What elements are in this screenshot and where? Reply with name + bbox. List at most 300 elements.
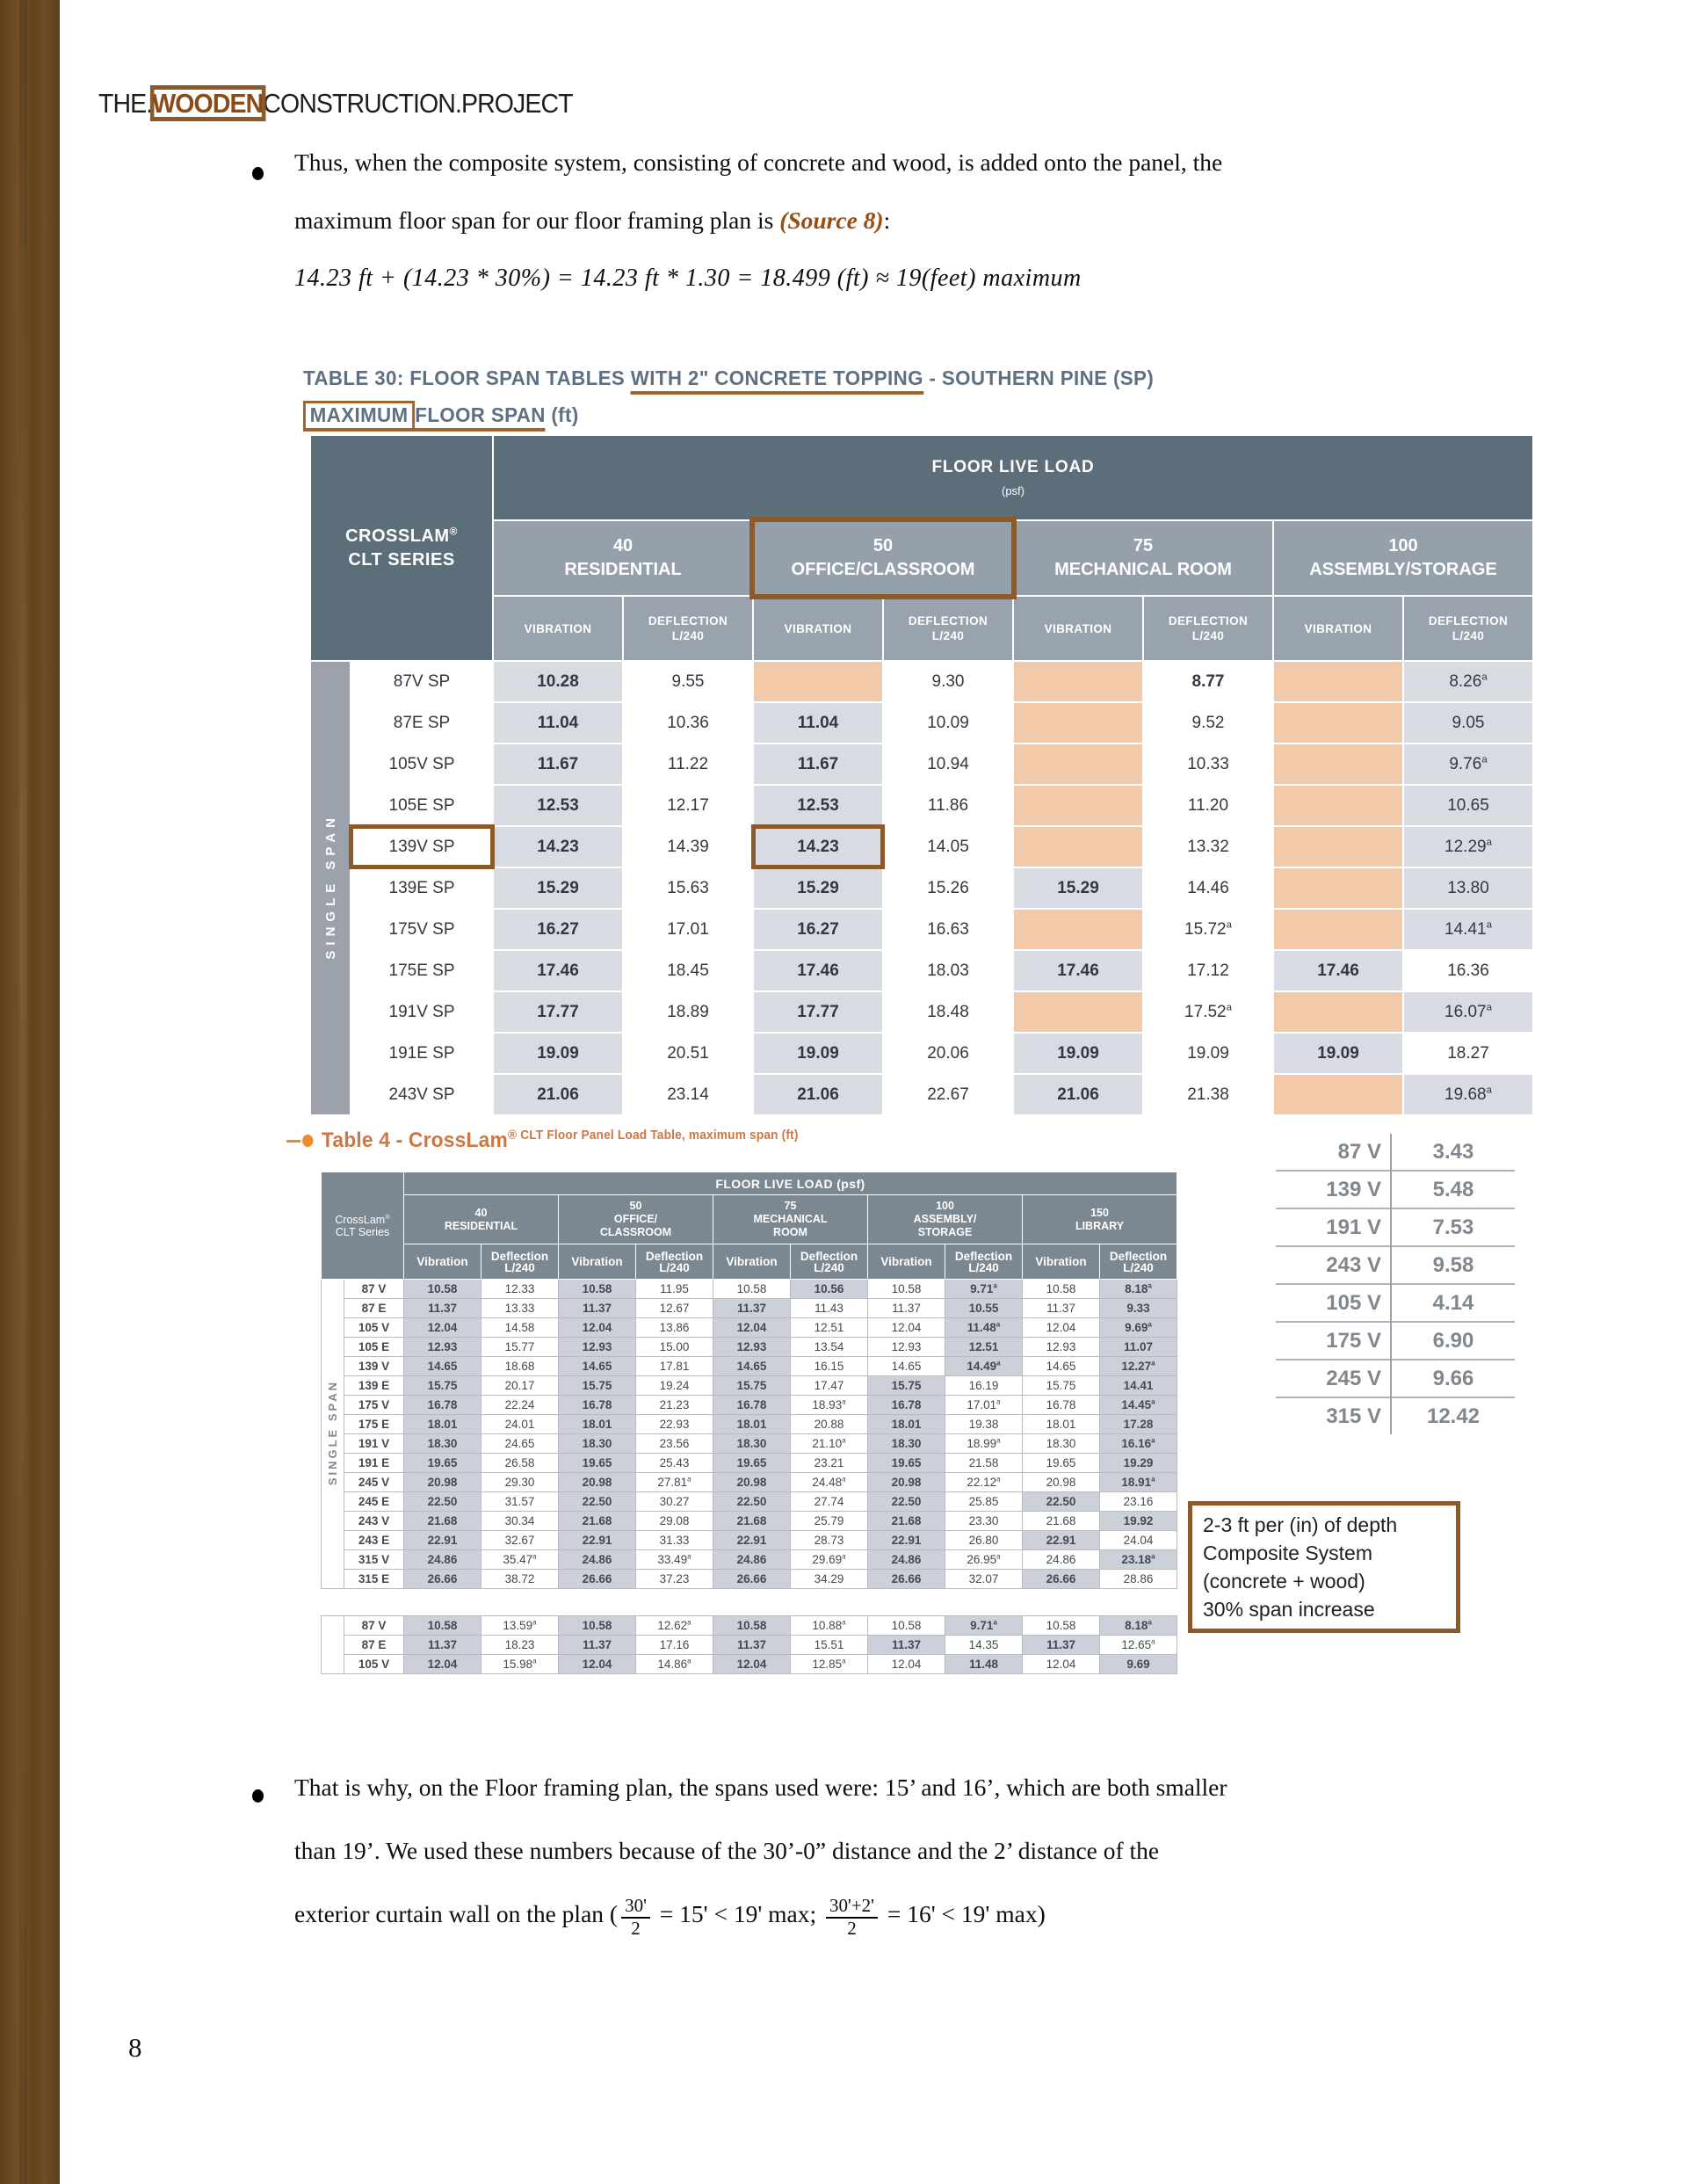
vibration-cell: 26.66 (1023, 1570, 1100, 1589)
vibration-cell: 10.58 (1023, 1616, 1100, 1636)
data-cell: 19.09 (494, 1034, 622, 1073)
deflection-cell: 12.51 (945, 1338, 1023, 1357)
data-cell: 9.52 (1144, 703, 1272, 743)
vibration-cell: 11.37 (559, 1299, 636, 1318)
vibration-header: Vibration (868, 1244, 945, 1280)
deflection-cell: 21.23 (636, 1396, 713, 1415)
vibration-cell: 22.91 (1023, 1531, 1100, 1550)
deflection-cell: 28.86 (1100, 1570, 1177, 1589)
vibration-cell: 18.01 (713, 1415, 791, 1434)
vibration-cell: 24.86 (404, 1550, 481, 1570)
vibration-header: Vibration (713, 1244, 791, 1280)
deflection-cell: 32.67 (481, 1531, 559, 1550)
floor-live-load-unit: (psf) (1002, 484, 1025, 497)
deflection-header-line: DEFLECTION (1168, 614, 1249, 628)
deflection-cell: 13.33 (481, 1299, 559, 1318)
series-label: 139 V (1276, 1171, 1391, 1208)
load-group-header (713, 1195, 868, 1244)
fraction (826, 1896, 878, 1939)
load-value: 75 (1133, 536, 1154, 555)
table-row (1276, 1397, 1515, 1434)
deflection-cell: 20.17 (481, 1376, 559, 1396)
deflection-cell: 10.55 (945, 1299, 1023, 1318)
floor-live-load-label: FLOOR LIVE LOAD (931, 458, 1095, 476)
empty-cell (1274, 992, 1402, 1032)
table-corner-header (322, 1172, 404, 1280)
data-cell: 11.22 (624, 744, 752, 784)
vibration-cell: 10.58 (404, 1280, 481, 1299)
vibration-cell: 10.58 (713, 1616, 791, 1636)
deflection-header-line: L/240 (1191, 629, 1225, 642)
vibration-cell: 15.75 (1023, 1376, 1100, 1396)
fraction-numerator: 30' (621, 1896, 650, 1919)
vibration-cell: 10.58 (1023, 1280, 1100, 1299)
data-cell: 14.05 (884, 827, 1012, 867)
data-cell: 19.68$^a$ (1404, 1075, 1532, 1114)
data-cell: 15.29 (754, 868, 882, 908)
source-citation: (Source 8) (779, 207, 884, 234)
deflection-cell: 11.48 (945, 1655, 1023, 1674)
vibration-cell: 19.65 (559, 1454, 636, 1473)
data-cell: 17.12 (1144, 951, 1272, 990)
data-cell: 10.33 (1144, 744, 1272, 784)
data-cell: 18.89 (624, 992, 752, 1032)
vibration-cell: 12.04 (1023, 1318, 1100, 1338)
table-row (1276, 1246, 1515, 1284)
deflection-cell: 15.00 (636, 1338, 713, 1357)
load-group-line: 100 (936, 1200, 954, 1212)
paragraph-line (294, 1883, 1227, 1946)
vibration-header: VIBRATION (1014, 597, 1142, 660)
load-group-line: OFFICE/ (613, 1213, 658, 1225)
vibration-cell: 21.68 (404, 1512, 481, 1531)
deflection-cell: 33.49$^a$ (636, 1550, 713, 1570)
vibration-cell: 19.65 (713, 1454, 791, 1473)
deflection-cell: 16.19 (945, 1376, 1023, 1396)
vibration-cell: 11.37 (559, 1636, 636, 1655)
text-segment: = 15' < 19' max; (653, 1900, 823, 1927)
vibration-cell: 12.04 (559, 1318, 636, 1338)
load-value: 50 (872, 536, 894, 555)
vibration-cell: 11.37 (1023, 1299, 1100, 1318)
deflection-cell: 32.07 (945, 1570, 1023, 1589)
empty-cell (754, 662, 882, 701)
data-cell: 10.09 (884, 703, 1012, 743)
depth-value: 3.43 (1432, 1139, 1474, 1164)
row-label: 245 V (344, 1473, 404, 1492)
vibration-cell: 18.01 (404, 1415, 481, 1434)
data-cell: 12.29$^a$ (1404, 827, 1532, 867)
vibration-cell: 11.37 (868, 1299, 945, 1318)
fraction-denominator: 2 (847, 1918, 857, 1939)
deflection-header (791, 1244, 868, 1280)
series-label: 105 V (1276, 1284, 1391, 1322)
data-cell: 17.46 (754, 951, 882, 990)
data-cell: 17.77 (494, 992, 622, 1032)
vibration-cell: 10.58 (559, 1280, 636, 1299)
deflection-header-line: Deflection (645, 1249, 704, 1263)
load-name: ASSEMBLY/STORAGE (1309, 560, 1497, 579)
deflection-header-line: Deflection (1109, 1249, 1168, 1263)
bullet-item-1 (294, 134, 1222, 308)
data-cell: 14.46 (1144, 868, 1272, 908)
bullet-item-2 (294, 1756, 1227, 1946)
depth-value: 4.14 (1432, 1290, 1474, 1315)
vibration-header: Vibration (1023, 1244, 1100, 1280)
vibration-cell: 18.30 (713, 1434, 791, 1454)
vibration-header: VIBRATION (754, 597, 882, 660)
data-cell: 14.39 (624, 827, 752, 867)
data-cell: 17.01 (624, 910, 752, 949)
deflection-header-line: L/240 (968, 1260, 999, 1274)
table-row (1276, 1134, 1515, 1171)
row-label: 175 V (344, 1396, 404, 1415)
row-label: 191 E (344, 1454, 404, 1473)
deflection-header-line: DEFLECTION (648, 614, 728, 628)
deflection-cell: 10.88$^a$ (791, 1616, 868, 1636)
vibration-cell: 11.37 (713, 1299, 791, 1318)
data-cell: 14.23 (754, 827, 882, 867)
callout-box (1188, 1501, 1460, 1633)
data-cell: 8.77 (1144, 662, 1272, 701)
vibration-cell: 24.86 (559, 1550, 636, 1570)
deflection-cell: 13.59$^a$ (481, 1616, 559, 1636)
deflection-cell: 12.51 (791, 1318, 868, 1338)
callout-line: 2-3 ft per (in) of depth (1203, 1513, 1398, 1536)
series-label: 315 V (1276, 1397, 1391, 1434)
row-label: 245 E (344, 1492, 404, 1512)
load-group-line: ROOM (773, 1226, 807, 1238)
deflection-cell: 9.71$^a$ (945, 1280, 1023, 1299)
deflection-cell: 18.99$^a$ (945, 1434, 1023, 1454)
deflection-cell: 26.58 (481, 1454, 559, 1473)
data-cell: 11.86 (884, 786, 1012, 825)
data-cell: 19.09 (1144, 1034, 1272, 1073)
load-value: 100 (1388, 536, 1418, 555)
page-number: 8 (128, 2032, 142, 2063)
data-cell: 8.26$^a$ (1404, 662, 1532, 701)
paragraph-line: than 19’. We used these numbers because of the 30’-0” distance and the 2’ distance of the (294, 1837, 1160, 1864)
single-span-text: SINGLE SPAN (322, 812, 338, 960)
data-cell: 13.80 (1404, 868, 1532, 908)
empty-cell (1014, 744, 1142, 784)
vibration-cell: 21.68 (713, 1512, 791, 1531)
deflection-cell: 25.85 (945, 1492, 1023, 1512)
underlined-phrase: WITH 2" CONCRETE TOPPING (631, 366, 923, 395)
clt-load-table-continued-container (321, 1615, 1177, 1674)
depth-value: 7.53 (1432, 1215, 1474, 1239)
bullet-dot (252, 167, 264, 180)
vibration-cell: 10.58 (559, 1616, 636, 1636)
vibration-cell: 11.37 (404, 1636, 481, 1655)
data-cell: 18.45 (624, 951, 752, 990)
data-cell: 10.94 (884, 744, 1012, 784)
orange-arrow-bullet-icon (286, 1134, 316, 1147)
data-cell: 9.76$^a$ (1404, 744, 1532, 784)
load-group-line: MECHANICAL (753, 1213, 828, 1225)
load-group-header (1274, 521, 1532, 595)
empty-cell (1274, 703, 1402, 743)
floor-live-load-header (494, 436, 1532, 519)
data-cell: 17.46 (494, 951, 622, 990)
data-cell: 16.36 (1404, 951, 1532, 990)
vibration-header: Vibration (559, 1244, 636, 1280)
deflection-cell: 35.47$^a$ (481, 1550, 559, 1570)
vibration-cell: 18.30 (559, 1434, 636, 1454)
vibration-cell: 14.65 (404, 1357, 481, 1376)
data-cell: 21.06 (494, 1075, 622, 1114)
vibration-cell: 18.30 (404, 1434, 481, 1454)
row-label: 105 V (344, 1318, 404, 1338)
deflection-cell: 21.58 (945, 1454, 1023, 1473)
text-segment: (ft) (545, 403, 579, 426)
data-cell: 14.41$^a$ (1404, 910, 1532, 949)
vibration-cell: 12.04 (559, 1655, 636, 1674)
vibration-cell: 12.93 (404, 1338, 481, 1357)
row-label: 191E SP (351, 1034, 492, 1073)
load-group-header (868, 1195, 1023, 1244)
load-group-line: 50 (629, 1200, 642, 1212)
data-cell: 19.09 (1274, 1034, 1402, 1073)
load-group-header (559, 1195, 713, 1244)
deflection-cell: 15.51 (791, 1636, 868, 1655)
deflection-cell: 15.77 (481, 1338, 559, 1357)
data-cell: 19.09 (1014, 1034, 1142, 1073)
vibration-cell: 21.68 (1023, 1512, 1100, 1531)
table4-title (286, 1128, 799, 1153)
deflection-cell: 18.23 (481, 1636, 559, 1655)
vibration-cell: 15.75 (713, 1376, 791, 1396)
vibration-cell: 24.86 (1023, 1550, 1100, 1570)
wood-texture-strip (0, 0, 60, 2184)
vibration-cell: 14.65 (868, 1357, 945, 1376)
table30-title-line2 (303, 399, 1154, 431)
series-label: 175 V (1276, 1322, 1391, 1360)
deflection-cell: 22.93 (636, 1415, 713, 1434)
deflection-cell: 20.88 (791, 1415, 868, 1434)
deflection-cell: 11.07 (1100, 1338, 1177, 1357)
deflection-cell: 30.34 (481, 1512, 559, 1531)
data-cell: 21.38 (1144, 1075, 1272, 1114)
deflection-cell: 15.98$^a$ (481, 1655, 559, 1674)
row-label: 139 V (344, 1357, 404, 1376)
deflection-cell: 14.58 (481, 1318, 559, 1338)
vibration-cell: 20.98 (713, 1473, 791, 1492)
load-name: OFFICE/CLASSROOM (791, 560, 975, 579)
vibration-cell: 14.65 (559, 1357, 636, 1376)
deflection-cell: 19.38 (945, 1415, 1023, 1434)
vibration-cell: 22.50 (1023, 1492, 1100, 1512)
deflection-cell: 14.49$^a$ (945, 1357, 1023, 1376)
deflection-cell: 28.73 (791, 1531, 868, 1550)
load-group-header (754, 521, 1012, 595)
row-label: 87V SP (351, 662, 492, 701)
empty-cell (1014, 703, 1142, 743)
vibration-cell: 22.50 (713, 1492, 791, 1512)
deflection-cell: 9.33 (1100, 1299, 1177, 1318)
deflection-cell: 24.01 (481, 1415, 559, 1434)
paragraph-line (294, 192, 1222, 250)
vibration-cell: 26.66 (868, 1570, 945, 1589)
empty-cell (1274, 786, 1402, 825)
row-label: 105E SP (351, 786, 492, 825)
deflection-cell: 12.65$^a$ (1100, 1636, 1177, 1655)
deflection-cell: 13.54 (791, 1338, 868, 1357)
vibration-header: Vibration (404, 1244, 481, 1280)
deflection-cell: 9.69$^a$ (1100, 1318, 1177, 1338)
data-cell: 21.06 (754, 1075, 882, 1114)
clt-load-table-continued (321, 1615, 1177, 1674)
table30-title (303, 362, 1154, 431)
data-cell: 15.29 (494, 868, 622, 908)
deflection-cell: 12.62$^a$ (636, 1616, 713, 1636)
deflection-cell: 17.16 (636, 1636, 713, 1655)
data-cell: 11.04 (494, 703, 622, 743)
deflection-cell: 34.29 (791, 1570, 868, 1589)
data-cell: 20.51 (624, 1034, 752, 1073)
row-label: 191V SP (351, 992, 492, 1032)
vibration-cell: 19.65 (868, 1454, 945, 1473)
vibration-cell: 12.93 (868, 1338, 945, 1357)
depth-value: 12.42 (1426, 1404, 1481, 1428)
row-label: 191 V (344, 1434, 404, 1454)
data-cell: 15.63 (624, 868, 752, 908)
vibration-cell: 22.50 (559, 1492, 636, 1512)
vibration-cell: 19.65 (404, 1454, 481, 1473)
data-cell: 16.63 (884, 910, 1012, 949)
vibration-cell: 15.75 (559, 1376, 636, 1396)
table4-title-text: Table 4 - CrossLam$^{® CLT Floor Panel Load Table, maximum span (ft)}$ (321, 1128, 799, 1152)
data-cell: 14.23 (494, 827, 622, 867)
deflection-cell: 26.80 (945, 1531, 1023, 1550)
brand-logo (98, 88, 573, 120)
empty-cell (1274, 910, 1402, 949)
deflection-cell: 12.67 (636, 1299, 713, 1318)
deflection-cell: 9.71$^a$ (945, 1616, 1023, 1636)
load-group-header (404, 1195, 559, 1244)
load-name: RESIDENTIAL (564, 560, 682, 579)
row-label: 139E SP (351, 868, 492, 908)
deflection-cell: 16.15 (791, 1357, 868, 1376)
data-cell: 18.48 (884, 992, 1012, 1032)
deflection-header (624, 597, 752, 660)
data-cell: 12.17 (624, 786, 752, 825)
table-row (1276, 1171, 1515, 1208)
row-label: 315 E (344, 1570, 404, 1589)
vibration-cell: 24.86 (713, 1550, 791, 1570)
data-cell: 10.65 (1404, 786, 1532, 825)
empty-cell (1014, 910, 1142, 949)
empty-cell (1274, 868, 1402, 908)
load-group-line: 40 (474, 1206, 488, 1219)
data-cell: 16.27 (494, 910, 622, 949)
panel-depth-table-container (1276, 1134, 1515, 1434)
data-cell: 20.06 (884, 1034, 1012, 1073)
deflection-cell: 23.16 (1100, 1492, 1177, 1512)
deflection-cell: 8.18$^a$ (1100, 1280, 1177, 1299)
vibration-cell: 12.04 (868, 1655, 945, 1674)
deflection-cell: 9.69 (1100, 1655, 1177, 1674)
deflection-cell: 12.33 (481, 1280, 559, 1299)
brand-suffix: CONSTRUCTION.PROJECT (263, 88, 573, 119)
deflection-header (945, 1244, 1023, 1280)
vibration-header: VIBRATION (494, 597, 622, 660)
vibration-cell: 14.65 (1023, 1357, 1100, 1376)
deflection-header-line: L/240 (814, 1260, 844, 1274)
vibration-cell: 12.04 (713, 1318, 791, 1338)
row-label: 87 V (344, 1616, 404, 1636)
load-group-header (1023, 1195, 1177, 1244)
deflection-cell: 19.29 (1100, 1454, 1177, 1473)
vibration-cell: 10.58 (404, 1616, 481, 1636)
fraction-denominator: 2 (631, 1918, 641, 1939)
vibration-cell: 22.50 (868, 1492, 945, 1512)
single-span-side-label (311, 662, 350, 1114)
deflection-cell: 16.16$^a$ (1100, 1434, 1177, 1454)
load-name: MECHANICAL ROOM (1054, 560, 1232, 579)
underlined-phrase: FLOOR SPAN (415, 403, 545, 432)
deflection-cell: 29.69$^a$ (791, 1550, 868, 1570)
deflection-header-line: L/240 (1123, 1260, 1154, 1274)
deflection-header-line: DEFLECTION (908, 614, 988, 628)
vibration-cell: 16.78 (713, 1396, 791, 1415)
data-cell: 9.30 (884, 662, 1012, 701)
vibration-cell: 10.58 (868, 1280, 945, 1299)
row-label: 105V SP (351, 744, 492, 784)
deflection-header-line: L/240 (931, 629, 965, 642)
deflection-cell: 14.45$^a$ (1100, 1396, 1177, 1415)
depth-value: 9.66 (1432, 1366, 1474, 1390)
data-cell: 10.36 (624, 703, 752, 743)
vibration-cell: 11.37 (713, 1636, 791, 1655)
vibration-header: VIBRATION (1274, 597, 1402, 660)
deflection-cell: 29.08 (636, 1512, 713, 1531)
data-cell: 23.14 (624, 1075, 752, 1114)
text-segment: : (883, 207, 891, 234)
data-cell: 9.05 (1404, 703, 1532, 743)
data-cell: 16.07$^a$ (1404, 992, 1532, 1032)
deflection-cell: 14.41 (1100, 1376, 1177, 1396)
deflection-cell: 24.48$^a$ (791, 1473, 868, 1492)
vibration-cell: 12.04 (404, 1655, 481, 1674)
vibration-cell: 11.37 (1023, 1636, 1100, 1655)
vibration-cell: 12.04 (868, 1318, 945, 1338)
load-group-header (494, 521, 752, 595)
data-cell: 15.26 (884, 868, 1012, 908)
depth-value: 9.58 (1432, 1252, 1474, 1277)
row-label: 105 V (344, 1655, 404, 1674)
data-cell: 17.46 (1274, 951, 1402, 990)
load-group-line: LIBRARY (1075, 1219, 1125, 1232)
vibration-cell: 15.75 (868, 1376, 945, 1396)
vibration-cell: 11.37 (404, 1299, 481, 1318)
corner-line: CLT Series (335, 1225, 390, 1238)
vibration-cell: 16.78 (1023, 1396, 1100, 1415)
vibration-cell: 22.91 (713, 1531, 791, 1550)
vibration-cell: 20.98 (1023, 1473, 1100, 1492)
single-span-text: SINGLE SPAN (326, 1379, 339, 1486)
deflection-header-line: DEFLECTION (1428, 614, 1509, 628)
empty-cell (1274, 662, 1402, 701)
vibration-cell: 22.50 (404, 1492, 481, 1512)
text-segment: exterior curtain wall on the plan ( (294, 1900, 619, 1927)
deflection-cell: 17.47 (791, 1376, 868, 1396)
vibration-cell: 12.04 (404, 1318, 481, 1338)
data-cell: 19.09 (754, 1034, 882, 1073)
depth-value: 5.48 (1432, 1177, 1474, 1201)
bullet-dot (252, 1789, 264, 1803)
corner-line: CLT SERIES (348, 549, 455, 570)
